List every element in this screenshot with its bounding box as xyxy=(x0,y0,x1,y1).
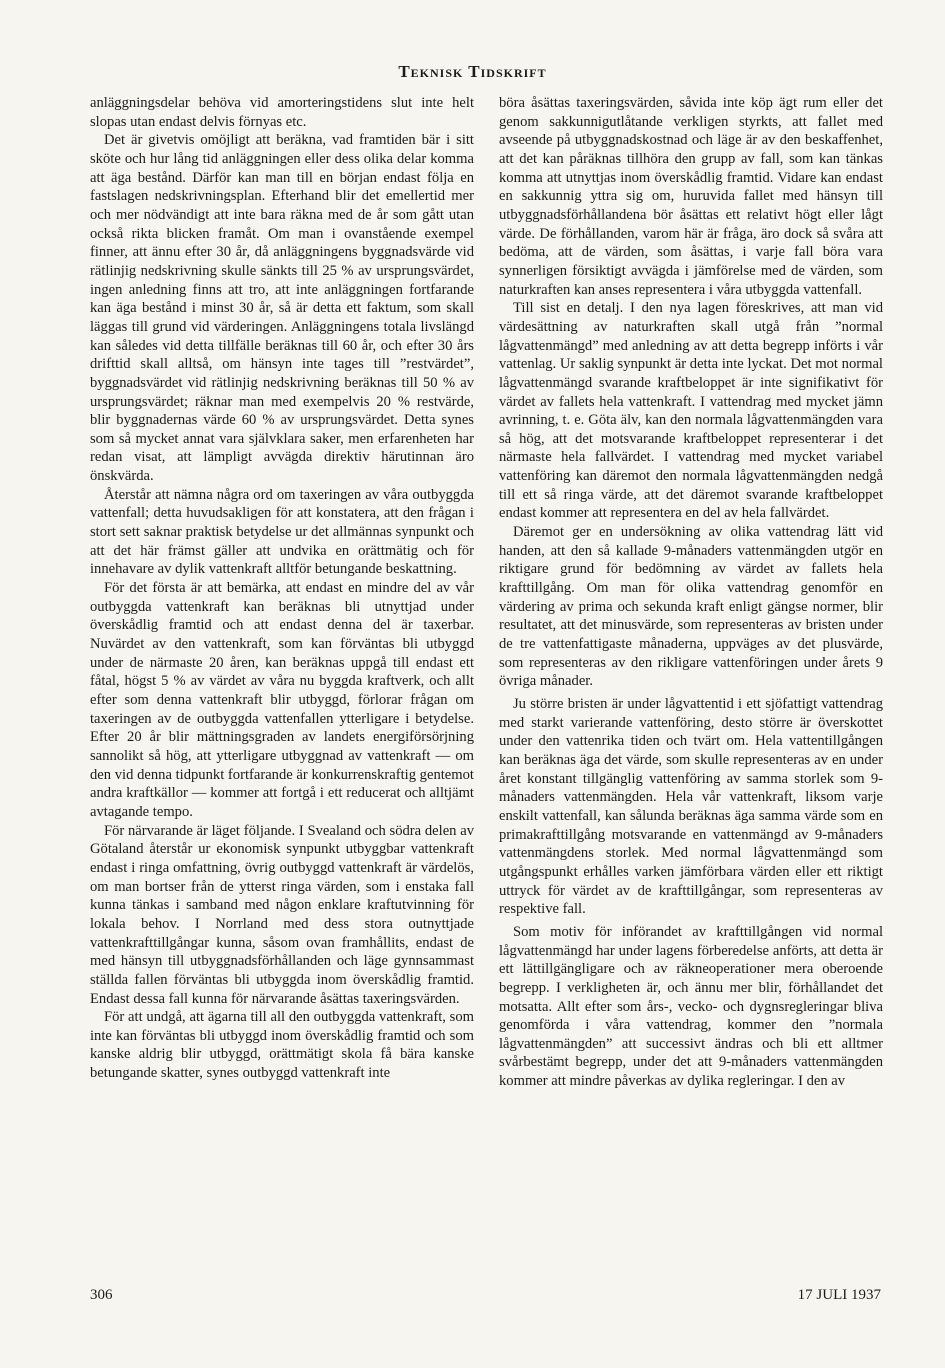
paragraph: Däremot ger en undersökning av olika vattendrag lätt vid handen, att den så kallade 9-månaders vattenmängden utgör en riktigare grund för bedömning av värdet av fallets hela krafttillgång. Om man för olika vattendrag genomför en värdering av prima och sekunda kraft enligt gängse normer, blir resultatet, att det minusvärde, som representeras av bristen under de tre vattenfattigaste månaderna, uppväges av det plusvärde, som representeras av den rikligare vattenföringen under årets 9 övriga månader. xyxy=(499,524,883,690)
paragraph: Till sist en detalj. I den nya lagen föreskrives, att man vid värdesättning av naturkraften skall utgå från ”normal lågvattenmängd” med anledning av att detta begrepp införts i vår vattenlag. Ur saklig synpunkt är detta inte lyckat. Det mot normal lågvattenmängd svarande kraftbeloppet är inte signifikativt för värdet av fallets hela vattenkraft. I vattendrag med mycket jämn avrinning, t. e. Göta älv, kan den normala lågvattenmängden vara så hög, att det motsvarande kraftbeloppet representerar i det närmaste hela fallvärdet. I vattendrag med mycket variabel vattenföring kan däremot den normala lågvattenmängden nedgå till ett så ringa värde, att det däremot svarande kraftbeloppet endast kommer att representera en del av hela fallvärdet. xyxy=(499,300,883,522)
paragraph: Ju större bristen är under lågvattentid i ett sjöfattigt vattendrag med starkt varierande vattenföring, desto större är överskottet under den vattenrika tiden och tvärt om. Hela vattentillgången kan beräknas äga det värde, som skulle representeras av en under året konstant tillgänglig vattenföring av samma storlek som 9-månaders vattenmängden. Hela vår vattenkraft, liksom varje enskilt vattenfall, kan sålunda beräknas äga samma värde som en primakrafttillgång motsvarande en vattenmängd av 9-månaders vattenmängdens storlek. Med normal lågvattenmängd som utgångspunkt erhålles varken jämförbara värden eller ett riktigt uttryck för värdet av de krafttillgångar, som representeras av respektive fall. xyxy=(499,696,883,918)
paragraph: Som motiv för införandet av krafttillgången vid normal lågvattenmängd har under lagens förberedelse anförts, att detta är ett lättillgängligare och av räkneoperationer mera oberoende begrepp. I verkligheten är, och ännu mer blir, förhållandet det motsatta. Allt efter som års-, vecko- och dygnsregleringar bliva genomförda i våra vattendrag, kommer den ”normala lågvattenmängden” att successivt ändras och bli ett alltmer svårbestämt begrepp, under det att 9-månaders vattenmängden kommer att mindre påverkas av dylika regleringar. I den av xyxy=(499,923,883,1090)
paragraph: För närvarande är läget följande. I Svealand och södra delen av Götaland återstår ur ekonomisk synpunkt utbyggbar vattenkraft endast i ringa omfattning, övrig outbyggd vattenkraft är värdelös, om man bortser från de ytterst ringa värden, som i enstaka fall kunna tänkas i samband med någon enklare kraftutvinning för lokala behov. I Norrland med dess stora outnyttjade vattenkrafttillgångar kunna, såsom ovan framhållits, endast de med hänsyn till utbyggnadsförhållanden och läge gynnsammast ställda fallen förväntas bli utbyggda inom överskådlig framtid. Endast dessa fall kunna för närvarande åsättas taxeringsvärden. xyxy=(90,822,474,1007)
page-number: 306 xyxy=(90,1287,113,1303)
paragraph: Återstår att nämna några ord om taxeringen av våra outbyggda vattenfall; detta huvudsakligen för att konstatera, att den frågan i stort sett saknar praktisk betydelse ur det allmännas synpunkt och att det här främst gäller att undvika en orättmätig och för innehavare av dylik vattenkraft alltför betungande beskattning. xyxy=(90,486,474,578)
paragraph: böra åsättas taxeringsvärden, såvida inte köp ägt rum eller det genom sakkunnigutlåtande verkligen styrkts, att fallet med avseende på utbyggnadskostnad och läge är av den beskaffenhet, att det kan påräknas tillhöra den grupp av fall, som kan tänkas komma att utnyttjas inom överskådlig framtid. Vidare kan endast en sakkunnig yttra sig om, huruvida fallet med hänsyn till utbyggnadsförhållandena bör åsättas ett relativt högt eller lågt värde. De förhållanden, varom här är fråga, äro dock så svåra att bedöma, att de värden, som åsättas, i varje fall böra vara synnerligen försiktigt avvägda i jämförelse med de värden, som naturkraften kan anses representera i våra utbyggda vattenfall. xyxy=(499,95,883,298)
journal-header: Teknisk Tidskrift xyxy=(398,62,547,81)
paragraph: För att undgå, att ägarna till all den outbyggda vattenkraft, som inte kan förväntas bli utbyggd inom överskådlig framtid och som kanske aldrig blir utbyggd, orättmätigt skola få bära kanske betungande skatter, synes outbyggd vattenkraft inte xyxy=(90,1009,474,1082)
paragraph: Det är givetvis omöjligt att beräkna, vad framtiden bär i sitt sköte och hur lång tid anläggningen eller dess olika delar komma att äga bestånd. Därför kan man till en början endast följa en fastslagen nedskrivningsplan. Efterhand blir det emellertid mer och mer nödvändigt att inte bara räkna med de år som gått utan också rikta blicken framåt. Om man i ovanstående exempel finner, att ännu efter 30 år, då anläggningens byggnadsvärde vid rätlinjig nedskrivning skulle sänkts till 25 % av ursprungsvärdet, ingen anledning finns att tro, att inte anläggningen fortfarande kan äga bestånd i minst 30 år, så är detta ett faktum, som skall läggas till grund vid värderingen. Anläggningens totala livslängd kan således vid detta tillfälle beräknas till 60 år, och efter 30 års drifttid skall alltså, om hänsyn inte tages till ”restvärdet”, byggnadsvärdet vid rätlinjig nedskrivning beräknas till 50 % av ursprungsvärdet; räknar man med exempelvis 20 % restvärde, blir byggnadernas värde 60 % av ursprungsvärdet. Detta synes som så mycket annat vara självklara saker, men erfarenheten har redan visat, att lämpligt avvägda direktiv härutinnan äro önskvärda. xyxy=(90,132,474,485)
issue-date: 17 JULI 1937 xyxy=(797,1287,881,1303)
left-column xyxy=(90,94,474,1083)
right-column xyxy=(499,94,883,1091)
paragraph: anläggningsdelar behöva vid amorteringstidens slut inte helt slopas utan endast delvis förnyas etc. xyxy=(90,95,474,130)
paragraph: För det första är att bemärka, att endast en mindre del av vår outbyggda vattenkraft kan beräknas bli utnyttjad under överskådlig framtid och att endast denna del är taxerbar. Nuvärdet av den vattenkraft, som kan förväntas bli utbyggd under de närmaste 20 åren, kan beräknas uppgå till endast ett fåtal, högst 5 % av värdet av våra nu byggda kraftverk, och allt efter som denna vattenkraft blir utbyggd, förlorar frågan om taxeringen av de outbyggda vattenfallen ytterligare i betydelse. Efter 20 år blir mättningsgraden av landets energiförsörjning sannolikt så hög, att ytterligare utbyggnad av vattenkraft — om den vid denna tidpunkt fortfarande är konkurrenskraftig gentemot andra kraftkällor — kommer att fortgå i ett reducerat och alltjämt avtagande tempo. xyxy=(90,580,474,820)
